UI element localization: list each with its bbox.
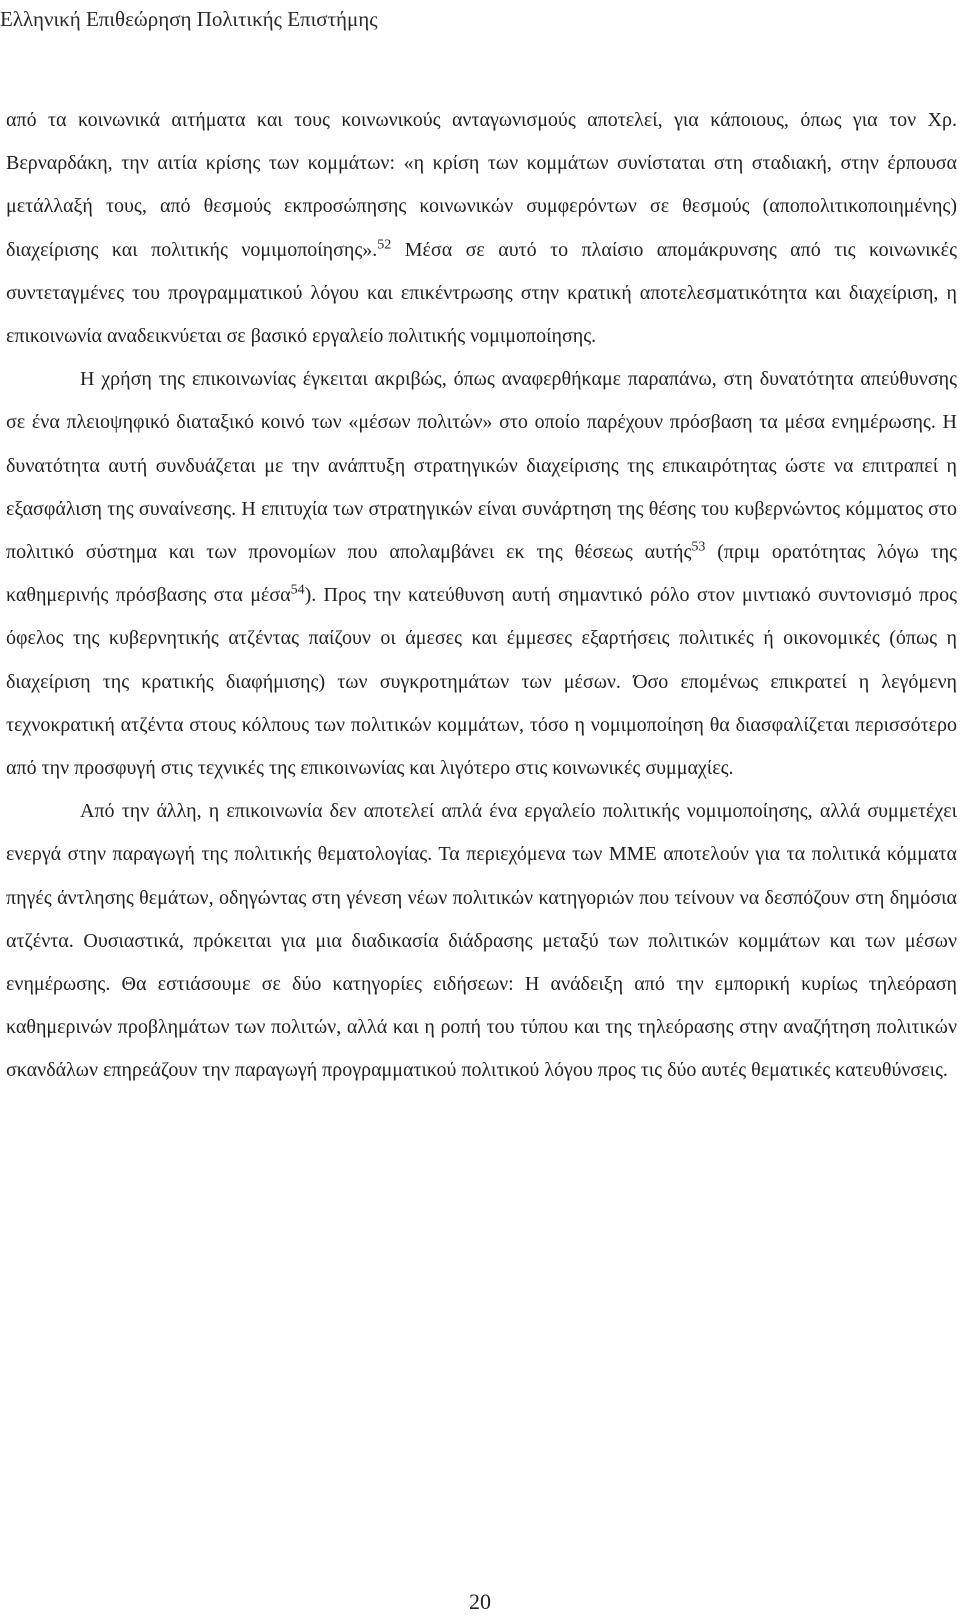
paragraph-3-text-a: Από την άλλη, η επικοινωνία δεν αποτελεί απλά ένα εργαλείο πολιτικής νομιμοποίησης, αλλά συμμετέχει ενεργά στην παραγωγή της πολιτικής θεματολογίας. Τα περιεχόμενα των ΜΜΕ αποτελούν για τα πολιτικά κόμματα πηγές άντλησης θεμάτων, οδηγώντας στη γένεση νέων πολιτικών κατηγοριών που τείνουν να δεσπόζουν στη δημόσια ατζέντα. Ουσιαστικά, πρόκειται για μια διαδικασία διάδρασης μεταξύ των πολιτικών κομμάτων και των μέσων ενημέρωσης. Θα εστιάσουμε σε δύο κατηγορίες ειδήσεων: Η ανάδειξη από την εμπορική κυρίως τηλεόραση καθημερινών προβλημάτων των πολιτών, αλλά και η ροπή του τύπου και της τηλεόρασης στην αναζήτηση πολιτικών σκανδάλων επηρεάζουν την παραγωγή προγραμματικού πολιτικού λόγου προς τις δύο αυτές θεματικές κατευθύνσεις.: [6, 800, 957, 1082]
paragraph-1-text-b: Μέσα σε αυτό το πλαίσιο απομάκρυνσης από τις κοινωνικές συντεταγμένες του προγραμματικού λόγου και επικέντρωσης στην κρατική αποτελεσματικότητα και διαχείριση, η επικοινωνία αναδεικνύεται σε βασικό εργαλείο πολιτικής νομιμοποίησης.: [6, 238, 957, 348]
paragraph-1: [6, 99, 957, 358]
paragraph-2: [6, 358, 957, 790]
page-number: 20: [469, 1589, 491, 1614]
paragraph-2-text-c: ). Προς την κατεύθυνση αυτή σημαντικό ρόλο στον μιντιακό συντονισμό προς όφελος της κυβερνητικής ατζέντας παίζουν οι άμεσες και έμμεσες εξαρτήσεις πολιτικές ή οικονομικές (όπως η διαχείριση της κρατικής διαφήμισης) των συγκροτημάτων των μέσων. Όσο επομένως επικρατεί η λεγόμενη τεχνοκρατική ατζέντα στους κόλπους των πολιτικών κομμάτων, τόσο η νομιμοποίηση θα διασφαλίζεται περισσότερο από την προσφυγή στις τεχνικές της επικοινωνίας και λιγότερο στις κοινωνικές συμμαχίες.: [6, 584, 957, 780]
paragraph-2-text-a: Η χρήση της επικοινωνίας έγκειται ακριβώς, όπως αναφερθήκαμε παραπάνω, στη δυνατότητα απεύθυνσης σε ένα πλειοψηφικό διαταξικό κοινό των «μέσων πολιτών» στο οποίο παρέχουν πρόσβαση τα μέσα ενημέρωσης. Η δυνατότητα αυτή συνδυάζεται με την ανάπτυξη στρατηγικών διαχείρισης της επικαιρότητας ώστε να επιτραπεί η εξασφάλιση της συναίνεσης. Η επιτυχία των στρατηγικών είναι συνάρτηση της θέσης του κυβερνώντος κόμματος στο πολιτικό σύστημα και των προνομίων που απολαμβάνει εκ της θέσεως αυτής: [6, 368, 957, 564]
footnote-ref-52[interactable]: 52: [377, 236, 392, 252]
paragraph-3: [6, 790, 957, 1092]
footnote-ref-53[interactable]: 53: [691, 539, 706, 555]
paragraph-2-text-b: (πριμ ορατότητας λόγω της καθημερινής πρόσβασης στα μέσα: [6, 541, 957, 607]
footnote-ref-54[interactable]: 54: [290, 582, 305, 598]
body-text: [6, 99, 957, 1093]
paragraph-1-text-a: από τα κοινωνικά αιτήματα και τους κοινωνικούς ανταγωνισμούς αποτελεί, για κάποιους, όπως για τον Χρ. Βερναρδάκη, την αιτία κρίσης των κομμάτων: «η κρίση των κομμάτων συνίσταται στη σταδιακή, στην έρπουσα μετάλλαξή τους, από θεσμούς εκπροσώπησης κοινωνικών συμφερόντων σε θεσμούς (αποπολιτικοποιημένης) διαχείρισης και πολιτικής νομιμοποίησης».: [6, 109, 957, 261]
running-header: Ελληνική Επιθεώρηση Πολιτικής Επιστήμης: [0, 7, 378, 31]
